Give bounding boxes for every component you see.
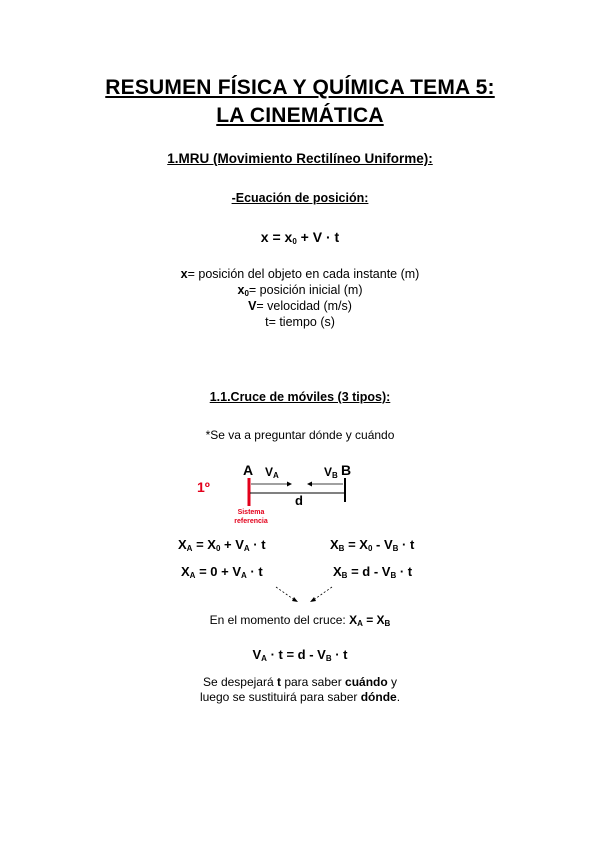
label-b: B bbox=[341, 462, 352, 478]
eq-part: · t bbox=[249, 537, 266, 552]
vb-sub: B bbox=[332, 471, 338, 480]
left-dashed-arrow bbox=[276, 587, 296, 601]
eq-part: = d - V bbox=[347, 564, 391, 579]
definition-term: V bbox=[248, 299, 257, 313]
definition-text: = velocidad (m/s) bbox=[256, 299, 352, 313]
equation-xa-specific bbox=[181, 564, 263, 579]
note: *Se va a preguntar dónde y cuándo bbox=[205, 428, 395, 442]
section-heading-mru-text: 1.MRU (Movimiento Rectilíneo Uniforme): bbox=[167, 151, 433, 166]
eq-sub: 0 bbox=[367, 544, 373, 553]
eq-part: · t bbox=[331, 647, 348, 662]
ref-line-2: referencia bbox=[234, 518, 268, 525]
eq-sub: B bbox=[338, 544, 345, 553]
text: . bbox=[396, 690, 401, 704]
definitions-list bbox=[0, 266, 600, 330]
definition-text: = posición inicial (m) bbox=[248, 283, 363, 297]
vb-arrow-head bbox=[307, 482, 312, 487]
text: t bbox=[277, 675, 281, 689]
eq-sub: A bbox=[189, 571, 196, 580]
label-a: A bbox=[243, 462, 254, 478]
eq-part: + V bbox=[220, 537, 244, 552]
eq-sub: A bbox=[186, 544, 193, 553]
eq-sub: A bbox=[357, 619, 363, 628]
text: luego se sustituirá para saber bbox=[199, 690, 361, 704]
text: para saber bbox=[281, 675, 346, 689]
definition-t bbox=[0, 314, 600, 330]
converging-arrows bbox=[270, 584, 340, 606]
definition-x bbox=[0, 266, 600, 282]
definition-x0 bbox=[0, 282, 600, 298]
definition-text: = tiempo (s) bbox=[268, 315, 335, 329]
position-equation bbox=[0, 229, 600, 245]
definition-text: = posición del objeto en cada instante (m) bbox=[187, 267, 420, 281]
definition-term: x bbox=[180, 267, 188, 281]
crossing-diagram bbox=[195, 460, 415, 540]
eq-sub: A bbox=[241, 571, 247, 580]
eq-sub: B bbox=[325, 654, 332, 663]
va-arrow-head bbox=[287, 482, 292, 487]
definition-term: t bbox=[265, 315, 269, 329]
eq-sub: B bbox=[392, 544, 399, 553]
eq-part: · t = d - V bbox=[266, 647, 326, 662]
final-equation bbox=[0, 647, 600, 662]
eq-sub: B bbox=[384, 619, 391, 628]
eq-sub: A bbox=[243, 544, 250, 553]
eq-part: X bbox=[178, 537, 187, 552]
page-title bbox=[0, 76, 600, 100]
vb-text: V bbox=[324, 465, 333, 479]
subheading-text: -Ecuación de posición: bbox=[231, 191, 369, 205]
diagram-lines bbox=[195, 460, 415, 540]
equation-xa-general bbox=[178, 537, 266, 552]
eq-sub: B bbox=[341, 571, 348, 580]
conclusion-line-1 bbox=[0, 675, 600, 690]
left-arrow-head bbox=[292, 597, 298, 602]
text: cuándo bbox=[345, 675, 388, 689]
eq-lhs: x = x bbox=[260, 229, 293, 245]
label-d: d bbox=[295, 493, 303, 508]
crossing-text: En el momento del cruce: bbox=[209, 613, 350, 627]
title-line-1: RESUMEN FÍSICA Y QUÍMICA TEMA 5: bbox=[105, 76, 495, 99]
definition-sub: 0 bbox=[244, 289, 249, 298]
conclusion bbox=[0, 675, 600, 705]
equation-xb-general bbox=[330, 537, 414, 552]
eq-sub: 0 bbox=[215, 544, 221, 553]
conclusion-line-2 bbox=[0, 690, 600, 705]
text: Se despejará bbox=[202, 675, 277, 689]
eq-part: = X bbox=[362, 613, 385, 627]
crossing-equation bbox=[349, 613, 390, 627]
va-sub: A bbox=[273, 471, 279, 480]
text: dónde bbox=[360, 690, 397, 704]
eq-part: X bbox=[181, 564, 190, 579]
definition-v bbox=[0, 298, 600, 314]
right-dashed-arrow bbox=[312, 587, 332, 601]
eq-part: X bbox=[333, 564, 342, 579]
ref-line-1: Sistema bbox=[237, 509, 265, 516]
eq-part: · t bbox=[396, 564, 413, 579]
equation-xb-specific bbox=[333, 564, 412, 579]
right-arrow-head bbox=[310, 597, 316, 602]
diagram-number: 1º bbox=[197, 479, 210, 495]
eq-part: = X bbox=[344, 537, 368, 552]
text: y bbox=[387, 675, 398, 689]
page-title-line-2 bbox=[0, 104, 600, 128]
eq-part: · t bbox=[398, 537, 415, 552]
section-heading-crossing bbox=[0, 390, 600, 404]
crossing-moment bbox=[0, 613, 600, 627]
eq-part: X bbox=[349, 613, 358, 627]
eq-part: V bbox=[252, 647, 262, 662]
eq-part: · t bbox=[246, 564, 263, 579]
eq-part: = X bbox=[192, 537, 216, 552]
title-line-2: LA CINEMÁTICA bbox=[216, 104, 384, 127]
reference-label bbox=[229, 508, 273, 526]
eq-sub: B bbox=[390, 571, 397, 580]
section-heading-crossing-text: 1.1.Cruce de móviles (3 tipos): bbox=[209, 390, 391, 404]
subheading-position-equation bbox=[0, 191, 600, 205]
eq-part: = 0 + V bbox=[195, 564, 241, 579]
eq-rhs: + V · t bbox=[296, 229, 340, 245]
eq-sub: A bbox=[261, 654, 267, 663]
section-heading-mru bbox=[0, 151, 600, 166]
eq-sub: 0 bbox=[292, 237, 297, 246]
va-text: V bbox=[265, 465, 274, 479]
definition-term: x bbox=[237, 283, 245, 297]
eq-part: - V bbox=[372, 537, 393, 552]
eq-part: X bbox=[330, 537, 339, 552]
note-text bbox=[0, 428, 600, 442]
